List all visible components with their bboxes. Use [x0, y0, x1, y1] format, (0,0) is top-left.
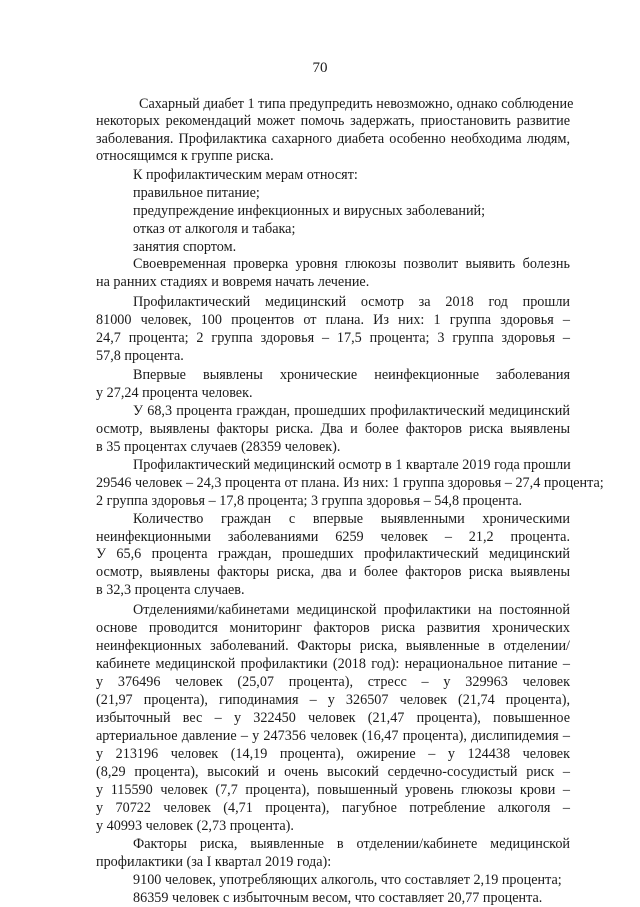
text-line: неинфекционных заболеваний. Факторы риска, выявленные в отделении/	[96, 638, 570, 654]
text-line: 29546 человек – 24,3 процента от плана. Из них: 1 группа здоровья – 27,4 процента;	[96, 475, 604, 491]
text-line: (8,29 процента), высокий и очень высокий сердечно-сосудистый риск –	[96, 764, 570, 780]
text-line: У 68,3 процента граждан, прошедших профилактический медицинский	[133, 403, 570, 419]
text-line: профилактики (за I квартал 2019 года):	[96, 854, 332, 870]
text-line: основе проводится мониторинг факторов риска развития хронических	[96, 620, 570, 636]
text-line: кабинете медицинской профилактики (2018 год): нерациональное питание –	[96, 656, 570, 672]
text-line: в 35 процентах случаев (28359 человек).	[96, 439, 341, 455]
text-line: у 213196 человек (14,19 процента), ожирение – у 124438 человек	[96, 746, 570, 762]
text-line: (21,97 процента), гиподинамия – у 326507 человек (21,74 процента),	[96, 692, 570, 708]
text-line: в 32,3 процента случаев.	[96, 582, 245, 598]
text-line: 9100 человек, употребляющих алкоголь, что составляет 2,19 процента;	[133, 872, 562, 888]
text-line: некоторых рекомендаций может помочь задержать, приостановить развитие	[96, 113, 570, 129]
text-line: Сахарный диабет 1 типа предупредить невозможно, однако соблюдение	[139, 96, 574, 112]
text-line: Факторы риска, выявленные в отделении/кабинете медицинской	[133, 836, 570, 852]
text-line: у 40993 человек (2,73 процента).	[96, 818, 294, 834]
text-line: у 376496 человек (25,07 процента), стресс – у 329963 человек	[96, 674, 570, 690]
text-line: у 115590 человек (7,7 процента), повышенный уровень глюкозы крови –	[96, 782, 570, 798]
text-line: относящимся к группе риска.	[96, 148, 274, 164]
text-line: заболевания. Профилактика сахарного диабета особенно необходима людям,	[96, 131, 570, 147]
text-line: Профилактический медицинский осмотр за 2018 год прошли	[133, 294, 570, 310]
text-line: занятия спортом.	[133, 239, 237, 255]
page-number: 70	[312, 60, 328, 76]
text-line: артериальное давление – у 247356 человек (16,47 процента), дислипидемия –	[96, 728, 570, 744]
text-line: Отделениями/кабинетами медицинской профилактики на постоянной	[133, 602, 570, 618]
text-line: 81000 человек, 100 процентов от плана. Из них: 1 группа здоровья –	[96, 312, 570, 328]
text-line: 86359 человек с избыточным весом, что составляет 20,77 процента.	[133, 890, 543, 906]
text-line: 24,7 процента; 2 группа здоровья – 17,5 процента; 3 группа здоровья –	[96, 330, 570, 346]
text-line: отказ от алкоголя и табака;	[133, 221, 296, 237]
text-line: осмотр, выявлены факторы риска. Два и более факторов риска выявлены	[96, 421, 570, 437]
text-line: неинфекционными заболеваниями 6259 человек – 21,2 процента.	[96, 529, 570, 545]
text-line: предупреждение инфекционных и вирусных заболеваний;	[133, 203, 486, 219]
text-line: у 27,24 процента человек.	[96, 385, 253, 401]
text-line: Впервые выявлены хронические неинфекционные заболевания	[133, 367, 570, 383]
text-line: 2 группа здоровья – 17,8 процента; 3 группа здоровья – 54,8 процента.	[96, 493, 523, 509]
text-line: на ранних стадиях и вовремя начать лечение.	[96, 274, 370, 290]
text-line: У 65,6 процента граждан, прошедших профилактический медицинский	[96, 546, 570, 562]
text-line: К профилактическим мерам относят:	[133, 167, 358, 183]
text-line: 57,8 процента.	[96, 348, 184, 364]
text-line: правильное питание;	[133, 185, 260, 201]
text-line: Количество граждан с впервые выявленными хроническими	[133, 511, 570, 527]
text-line: у 70722 человек (4,71 процента), пагубное потребление алкоголя –	[96, 800, 570, 816]
text-line: Своевременная проверка уровня глюкозы позволит выявить болезнь	[133, 256, 570, 272]
text-line: избыточный вес – у 322450 человек (21,47 процента), повышенное	[96, 710, 570, 726]
text-line: осмотр, выявлены факторы риска, два и более факторов риска выявлены	[96, 564, 570, 580]
text-line: Профилактический медицинский осмотр в 1 квартале 2019 года прошли	[133, 457, 571, 473]
